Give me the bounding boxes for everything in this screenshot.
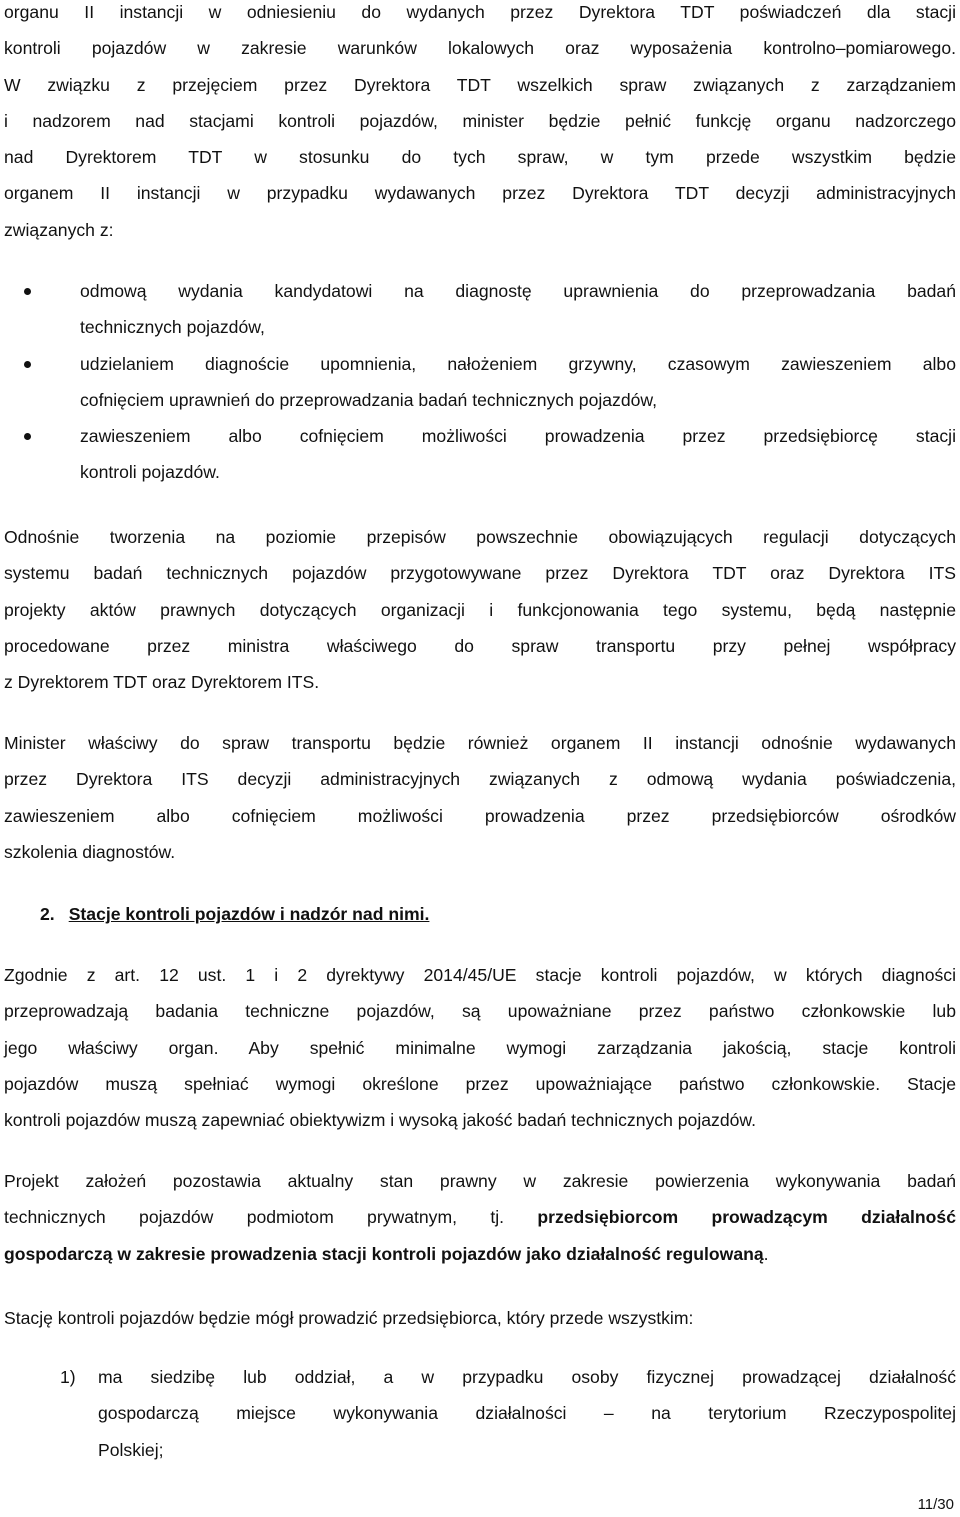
text-line: odmową wydania kandydatowi na diagnostę uprawnienia do przeprowadzania badań [80, 281, 956, 301]
text-line: projekty aktów prawnych dotyczących organizacji i funkcjonowania tego systemu, będą następnie [4, 599, 956, 620]
paragraph-projekt [4, 1163, 956, 1272]
text-line: Odnośnie tworzenia na poziomie przepisów powszechnie obowiązujących regulacji dotyczących [4, 527, 956, 547]
paragraph-stacje [4, 1300, 956, 1336]
text-line: zawieszeniem albo cofnięciem możliwości prowadzenia przez przedsiębiorcę stacji [80, 426, 956, 447]
text-line: kontroli pojazdów muszą zapewniać obiektywizm i wysoką jakość badań technicznych pojazdów. [4, 1110, 757, 1131]
bold-text: przedsiębiorcom prowadzącym działalność [537, 1207, 956, 1228]
text-line: zawieszeniem albo cofnięciem możliwości prowadzenia przez przedsiębiorców ośrodków [4, 805, 956, 826]
text-line: ma siedzibę lub oddział, a w przypadku osoby fizycznej prowadzącej działalność [98, 1367, 956, 1387]
page-number: 11/30 [917, 1496, 954, 1513]
text-line: kontroli pojazdów w zakresie warunków lokalowych oraz wyposażenia kontrolno–pomiarowego. [4, 38, 956, 59]
text-line: przez Dyrektora ITS decyzji administracyjnych związanych z odmową wydania poświadczenia, [4, 769, 956, 790]
text-line: cofnięciem uprawnień do przeprowadzania badań technicznych pojazdów, [80, 389, 658, 410]
text-line: Stację kontroli pojazdów będzie mógł prowadzić przedsiębiorca, który przede wszystkim: [4, 1308, 694, 1328]
paragraph-zgodnie [4, 957, 956, 1138]
list-item [4, 418, 956, 491]
list-item [4, 346, 956, 419]
text-line: W związku z przejęciem przez Dyrektora TDT wszelkich spraw związanych z zarządzaniem [4, 74, 956, 95]
text-line: szkolenia diagnostów. [4, 841, 176, 862]
numbered-item [4, 1359, 956, 1468]
text-line: Minister właściwy do spraw transportu będzie również organem II instancji odnośnie wydawanych [4, 733, 956, 753]
bullet-icon [24, 288, 31, 295]
text-line: systemu badań technicznych pojazdów przygotowywane przez Dyrektora TDT oraz Dyrektora ITS [4, 563, 956, 584]
paragraph-odnosnie [4, 519, 956, 700]
paragraph-minister [4, 725, 956, 870]
bold-text: gospodarczą w zakresie prowadzenia stacji kontroli pojazdów jako działalność regulowaną [4, 1243, 764, 1264]
text-line: związanych z: [4, 219, 114, 240]
intro-paragraph [4, 0, 956, 248]
bullet-list [4, 273, 956, 491]
text-line: technicznych pojazdów, [80, 317, 265, 338]
text-line: jego właściwy organ. Aby spełnić minimalne wymogi zarządzania jakością, stacje kontroli [4, 1037, 956, 1058]
text-line: organu II instancji w odniesieniu do wydanych przez Dyrektora TDT poświadczeń dla stacji [4, 2, 956, 22]
text-line [4, 1236, 956, 1272]
text-line: z Dyrektorem TDT oraz Dyrektorem ITS. [4, 672, 320, 693]
text-line: Zgodnie z art. 12 ust. 1 i 2 dyrektywy 2014/45/UE stacje kontroli pojazdów, w których diagności [4, 965, 956, 985]
item-text [4, 1359, 956, 1468]
text-line [4, 1199, 956, 1235]
section-heading [40, 896, 429, 932]
bullet-icon [24, 433, 31, 440]
text-span: . [763, 1243, 769, 1264]
list-item [4, 273, 956, 346]
text-line: pojazdów muszą spełniać wymogi określone przez upoważniające państwo członkowskie. Stacje [4, 1073, 956, 1094]
text-line: organem II instancji w przypadku wydawanych przez Dyrektora TDT decyzji administracyjnych [4, 183, 956, 204]
text-line: gospodarczą miejsce wykonywania działalności – na terytorium Rzeczypospolitej [98, 1403, 956, 1424]
item-number: 1) [60, 1367, 76, 1387]
text-line: Polskiej; [98, 1439, 164, 1460]
text-line: i nadzorem nad stacjami kontroli pojazdów, minister będzie pełnić funkcję organu nadzorczego [4, 110, 956, 131]
text-line: nad Dyrektorem TDT w stosunku do tych spraw, w tym przede wszystkim będzie [4, 147, 956, 168]
text-line: procedowane przez ministra właściwego do spraw transportu przy pełnej współpracy [4, 635, 956, 656]
section-number: 2. [40, 904, 55, 924]
text-line: udzielaniem diagnoście upomnienia, nałożeniem grzywny, czasowym zawieszeniem albo [80, 353, 956, 374]
bullet-icon [24, 361, 31, 368]
text-line: kontroli pojazdów. [80, 462, 220, 483]
text-line: Projekt założeń pozostawia aktualny stan prawny w zakresie powierzenia wykonywania badań [4, 1171, 956, 1191]
text-line: przeprowadzają badania techniczne pojazdów, są upoważniane przez państwo członkowskie lub [4, 1001, 956, 1022]
section-title: Stacje kontroli pojazdów i nadzór nad nimi. [68, 904, 430, 924]
text-span: technicznych pojazdów podmiotom prywatnym, tj. [4, 1207, 538, 1228]
